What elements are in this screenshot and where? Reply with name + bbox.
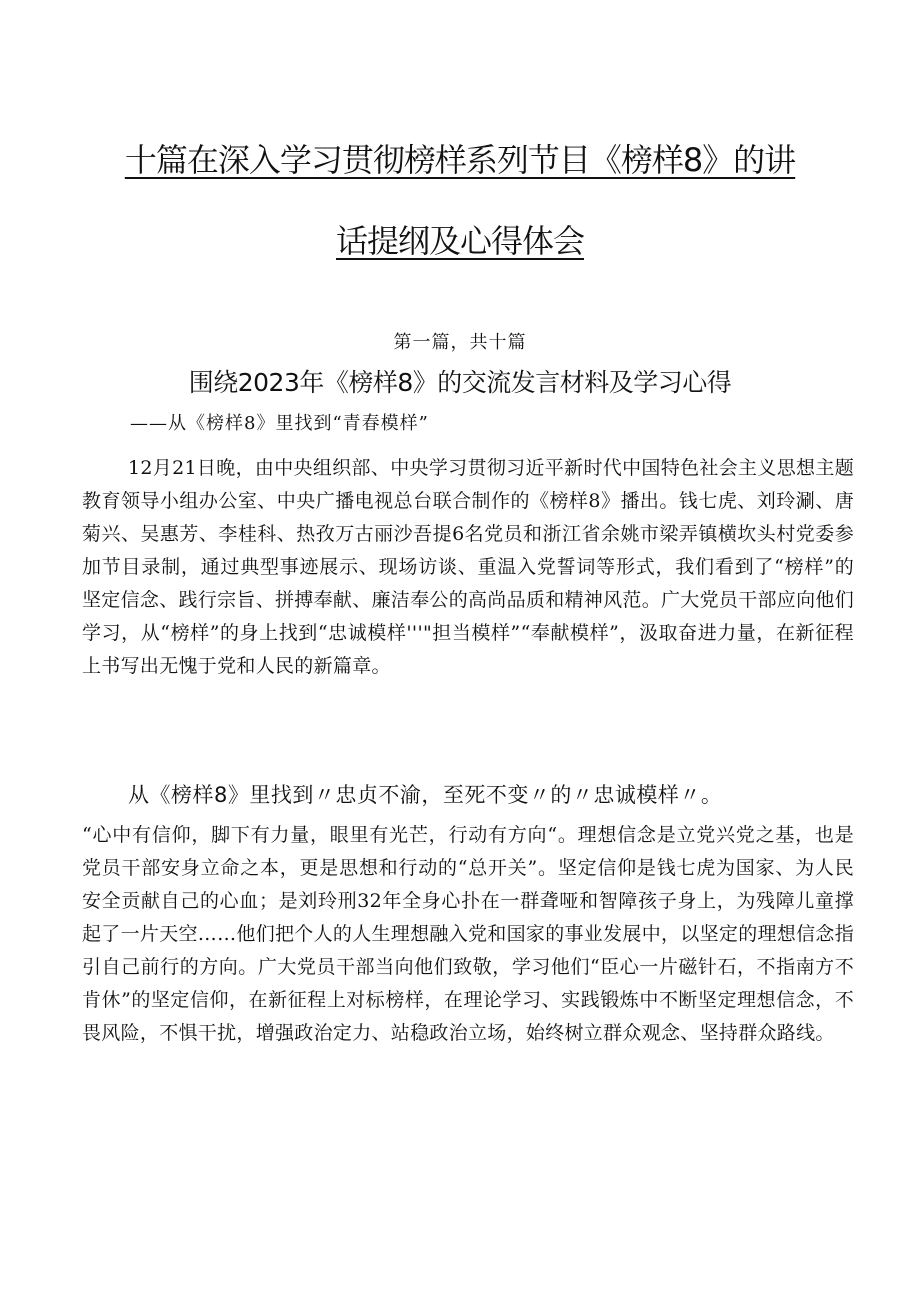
document-title-line-1: 十篇在深入学习贯彻榜样系列节目《榜样8》的讲 [124,141,796,179]
section-heading-1: 从《榜样8》里找到〃忠贞不渝，至死不变〃的〃忠诚模样〃。 [128,783,723,807]
body-paragraph-1: 12月21日晚，由中央组织部、中央学习贯彻习近平新时代中国特色社会主义思想主题教育领导小组办公室、中央广播电视总台联合制作的《榜样8》播出。钱七虎、刘玲涮、唐菊兴、吴惠芳、李桂科、热孜万古丽沙吾提6名党员和浙江省余姚市梁弄镇横坎头村党委参加节目录制，通过典型事迹展示、现场访谈、重温入党誓词等形式，我们看到了“榜样”的坚定信念、践行宗旨、拼搏奉献、廉洁奉公的高尚品质和精神风范。广大党员干部应向他们学习，从“榜样”的身上找到“忠诚模样'''"担当模样”“奉献模样”，汲取奋进力量，在新征程上书写出无愧于党和人民的新篇章。 [82,457,855,677]
document-title-line-2: 话提纲及心得体会 [335,222,584,260]
part-label: 第一篇，共十篇 [393,332,527,353]
section-subtitle: ——从《榜样8》里找到“青春模样” [130,413,429,434]
section-title: 围绕2023年《榜样8》的交流发言材料及学习心得 [188,368,732,397]
body-paragraph-2: “心中有信仰，脚下有力量，眼里有光芒，行动有方向“。理想信念是立党兴党之基，也是党员干部安身立命之本，更是思想和行动的“总开关”。坚定信仰是钱七虎为国家、为人民安全贡献自己的心血；是刘玲刑32年全身心扑在一群聋哑和智障孩子身上，为残障儿童撑起了一片天空……他们把个人的人生理想融入党和国家的事业发展中，以坚定的理想信念指引自己前行的方向。广大党员干部当向他们致敬，学习他们“臣心一片磁针石，不指南方不肯休”的坚定信仰，在新征程上对标榜样，在理论学习、实践锻炼中不断坚定理想信念，不畏风险，不惧干扰，增强政治定力、站稳政治立场，始终树立群众观念、坚持群众路线。 [82,824,855,1044]
